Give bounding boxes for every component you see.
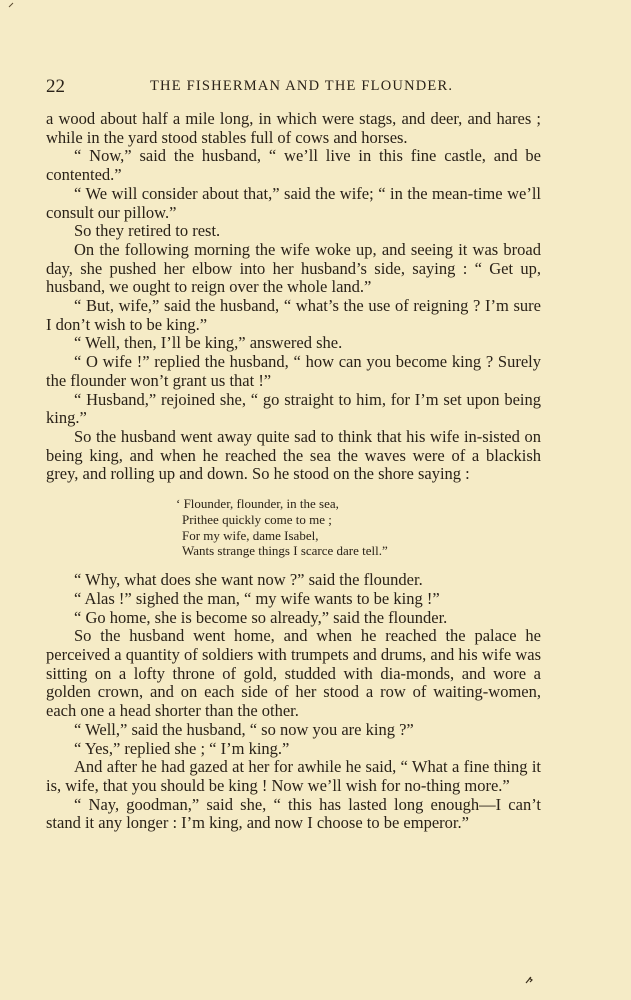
verse-block bbox=[176, 496, 541, 559]
paragraph: And after he had gazed at her for awhile he said, “ What a fine thing it is, wife, that you should be king ! Now we’ll wish for no-thing more.” bbox=[46, 757, 541, 795]
page-number: 22 bbox=[46, 76, 65, 97]
running-title: THE FISHERMAN AND THE FLOUNDER. bbox=[150, 78, 454, 94]
paragraph: “ Husband,” rejoined she, “ go straight to him, for I’m set upon being king.” bbox=[46, 389, 541, 428]
paragraph: So the husband went home, and when he reached the palace he perceived a quantity of soldiers with trumpets and drums, and his wife was sitting on a lofty throne of gold, studded with dia-monds, and wore a golden crown, and on each side of her stood a row of waiting-women, each one a head shorter than the other. bbox=[46, 626, 541, 721]
paragraph: “ O wife !” replied the husband, “ how can you become king ? Surely the flounder won’t grant us that !” bbox=[46, 352, 541, 390]
paragraph: So the husband went away quite sad to think that his wife in-sisted on being king, and when he reached the sea the waves were of a blackish grey, and rolling up and down. So he stood on the shore saying : bbox=[46, 426, 541, 484]
body-text bbox=[46, 110, 541, 833]
paragraph: “ Well,” said the husband, “ so now you are king ?” bbox=[74, 719, 414, 739]
paragraph: “ Nay, goodman,” said she, “ this has lasted long enough—I can’t stand it any longer : I’m king, and now I choose to be emperor.” bbox=[46, 794, 541, 833]
verse-line: Wants strange things I scarce dare tell.” bbox=[182, 543, 388, 559]
paragraph: “ Well, then, I’ll be king,” answered she. bbox=[74, 333, 343, 353]
paragraph: “ Why, what does she want now ?” said the flounder. bbox=[74, 570, 423, 590]
paragraph: “ Yes,” replied she ; “ I’m king.” bbox=[74, 738, 290, 758]
printer-mark-icon bbox=[524, 975, 534, 985]
paragraph: “ Go home, she is become so already,” said the flounder. bbox=[74, 607, 448, 627]
corner-tick-mark bbox=[8, 2, 14, 8]
page-header bbox=[46, 76, 541, 98]
paragraph: On the following morning the wife woke up, and seeing it was broad day, she pushed her elbow into her husband’s side, saying : “ Get up, husband, we ought to reign over the whole land.” bbox=[46, 239, 541, 297]
paragraph: “ Now,” said the husband, “ we’ll live in this fine castle, and be contented.” bbox=[46, 146, 541, 185]
paragraph: “ We will consider about that,” said the wife; “ in the mean-time we’ll consult our pillow.” bbox=[46, 183, 541, 222]
verse-line: ‘ Flounder, flounder, in the sea, bbox=[176, 496, 339, 512]
paragraph: a wood about half a mile long, in which were stags, and deer, and hares ; while in the yard stood stables full of cows and horses. bbox=[46, 109, 541, 147]
verse-line: For my wife, dame Isabel, bbox=[182, 527, 319, 543]
verse-line: Prithee quickly come to me ; bbox=[182, 511, 332, 527]
paragraph: “ Alas !” sighed the man, “ my wife wants to be king !” bbox=[74, 588, 440, 608]
paragraph: “ But, wife,” said the husband, “ what’s the use of reigning ? I’m sure I don’t wish to be king.” bbox=[46, 296, 541, 334]
paragraph: So they retired to rest. bbox=[74, 221, 221, 241]
